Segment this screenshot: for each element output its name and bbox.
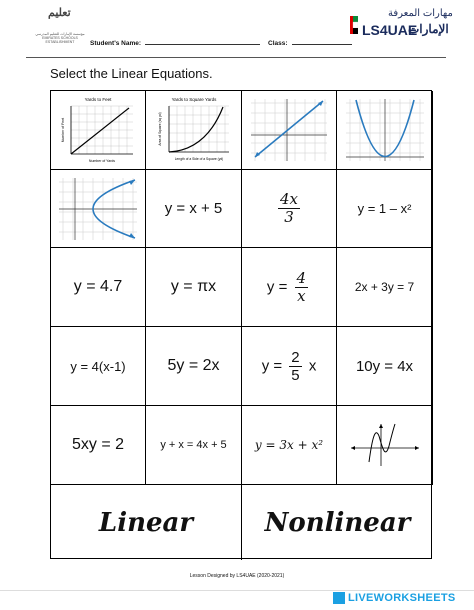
- card-graph-yards-square[interactable]: [146, 91, 242, 170]
- card-y-equals-4-over-x[interactable]: [242, 248, 337, 327]
- card-2x-plus-3y-equals-7[interactable]: [337, 248, 433, 327]
- yards-to-feet-graph: [55, 94, 141, 166]
- equation-text: 5xy = 2: [71, 436, 125, 453]
- straight-line-graph: [247, 95, 331, 165]
- equation-text: y = 1 – x²: [357, 201, 412, 216]
- graph-xlabel: Length of a Side of a Square (yd): [174, 157, 223, 161]
- graph-title: Yards to Feet: [84, 97, 112, 102]
- logo-code: LS4UAE: [362, 22, 418, 38]
- drop-zone-linear[interactable]: [51, 485, 242, 560]
- fraction: [278, 192, 300, 225]
- student-fields: [90, 40, 352, 47]
- yards-to-square-yards-graph: [151, 94, 237, 166]
- denominator: x: [297, 286, 306, 305]
- liveworksheets-logo-icon: [333, 592, 345, 604]
- card-graph-cubic[interactable]: [337, 406, 433, 485]
- page-title: Select the Linear Equations.: [50, 66, 213, 81]
- equation-text: y = x + 5: [164, 200, 223, 217]
- category-label: Nonlinear: [264, 507, 411, 538]
- graph-ylabel: Area of Square (sq yd): [157, 112, 162, 146]
- numerator: 2: [291, 348, 300, 366]
- equation-text: 2x + 3y = 7: [354, 280, 415, 294]
- class-field[interactable]: [292, 44, 352, 45]
- ministry-logo: [30, 6, 90, 50]
- card-y-plus-x-equals-4x-plus-5[interactable]: [146, 406, 242, 485]
- card-y-equals-2-5-x[interactable]: [242, 327, 337, 406]
- card-graph-yards-feet[interactable]: [51, 91, 146, 170]
- equation-text: y = 4.7: [73, 278, 123, 295]
- card-graph-line[interactable]: [242, 91, 337, 170]
- numerator: 4x: [279, 190, 298, 208]
- cubic-graph: [345, 420, 425, 470]
- equation-text: 10y = 4x: [355, 357, 414, 375]
- card-10y-equals-4x[interactable]: [337, 327, 433, 406]
- parabola-graph: [342, 95, 428, 165]
- footer-credit: Lesson Designed by LS4UAE (2020-2021): [189, 573, 285, 579]
- sideways-parabola-graph: [55, 174, 141, 244]
- answer-grid: [50, 90, 432, 559]
- fraction: [289, 350, 301, 383]
- card-graph-sideways-parabola[interactable]: [51, 170, 146, 248]
- card-y-equals-pi-x[interactable]: [146, 248, 242, 327]
- denominator: 5: [291, 366, 300, 384]
- drop-zone-nonlinear[interactable]: [242, 485, 433, 560]
- card-4x-over-3[interactable]: [242, 170, 337, 248]
- logo-caption: مؤسسة الإمارات للتعليم المدرسي EMIRATES SCHOOLS ESTABLISHMENT: [35, 32, 85, 45]
- card-y-equals-1-minus-x-squared[interactable]: [337, 170, 433, 248]
- equation-text: y = πx: [170, 278, 217, 295]
- equation-fraction: [262, 350, 317, 383]
- student-name-label: Student's Name:: [90, 40, 142, 47]
- graph-ylabel: Number of Feet: [61, 117, 65, 143]
- equation-text: 5y = 2x: [167, 357, 220, 374]
- card-graph-parabola[interactable]: [337, 91, 433, 170]
- card-y-equals-4-x-minus-1[interactable]: [51, 327, 146, 406]
- liveworksheets-watermark: LIVEWORKSHEETS: [348, 592, 456, 604]
- category-label: Linear: [98, 507, 194, 538]
- equation-text: y = 3x + x²: [254, 438, 324, 452]
- student-name-field[interactable]: [145, 44, 260, 45]
- graph-title: Yards to Square Yards: [171, 97, 216, 102]
- uae-flag-icon: [350, 16, 358, 34]
- equation-lhs: y =: [261, 356, 283, 374]
- card-y-equals-4-7[interactable]: [51, 248, 146, 327]
- equation-lhs: y =: [266, 277, 288, 295]
- equation-text: y + x = 4x + 5: [160, 439, 227, 451]
- equation-fraction: [275, 192, 303, 225]
- denominator: 3: [284, 208, 294, 226]
- equation-rhs: x: [308, 356, 317, 374]
- card-5xy-equals-2[interactable]: [51, 406, 146, 485]
- fraction: [295, 268, 309, 305]
- equation-fraction: [266, 268, 311, 305]
- numerator: 4: [296, 268, 307, 287]
- card-y-equals-3x-plus-x-squared[interactable]: [242, 406, 337, 485]
- header-divider: [26, 57, 446, 58]
- logo-arabic-top: مهارات المعرفة: [388, 8, 453, 19]
- graph-xlabel: Number of Yards: [88, 159, 116, 163]
- worksheet-header: [0, 0, 474, 62]
- class-label: Class:: [268, 40, 288, 47]
- card-y-equals-x-plus-5[interactable]: [146, 170, 242, 248]
- card-5y-equals-2x[interactable]: [146, 327, 242, 406]
- logo-arabic-text: تعليم: [48, 7, 71, 19]
- equation-text: y = 4(x-1): [70, 358, 126, 374]
- ls4uae-logo: [350, 8, 460, 44]
- logo-arabic-bottom: الإمارات: [408, 22, 449, 36]
